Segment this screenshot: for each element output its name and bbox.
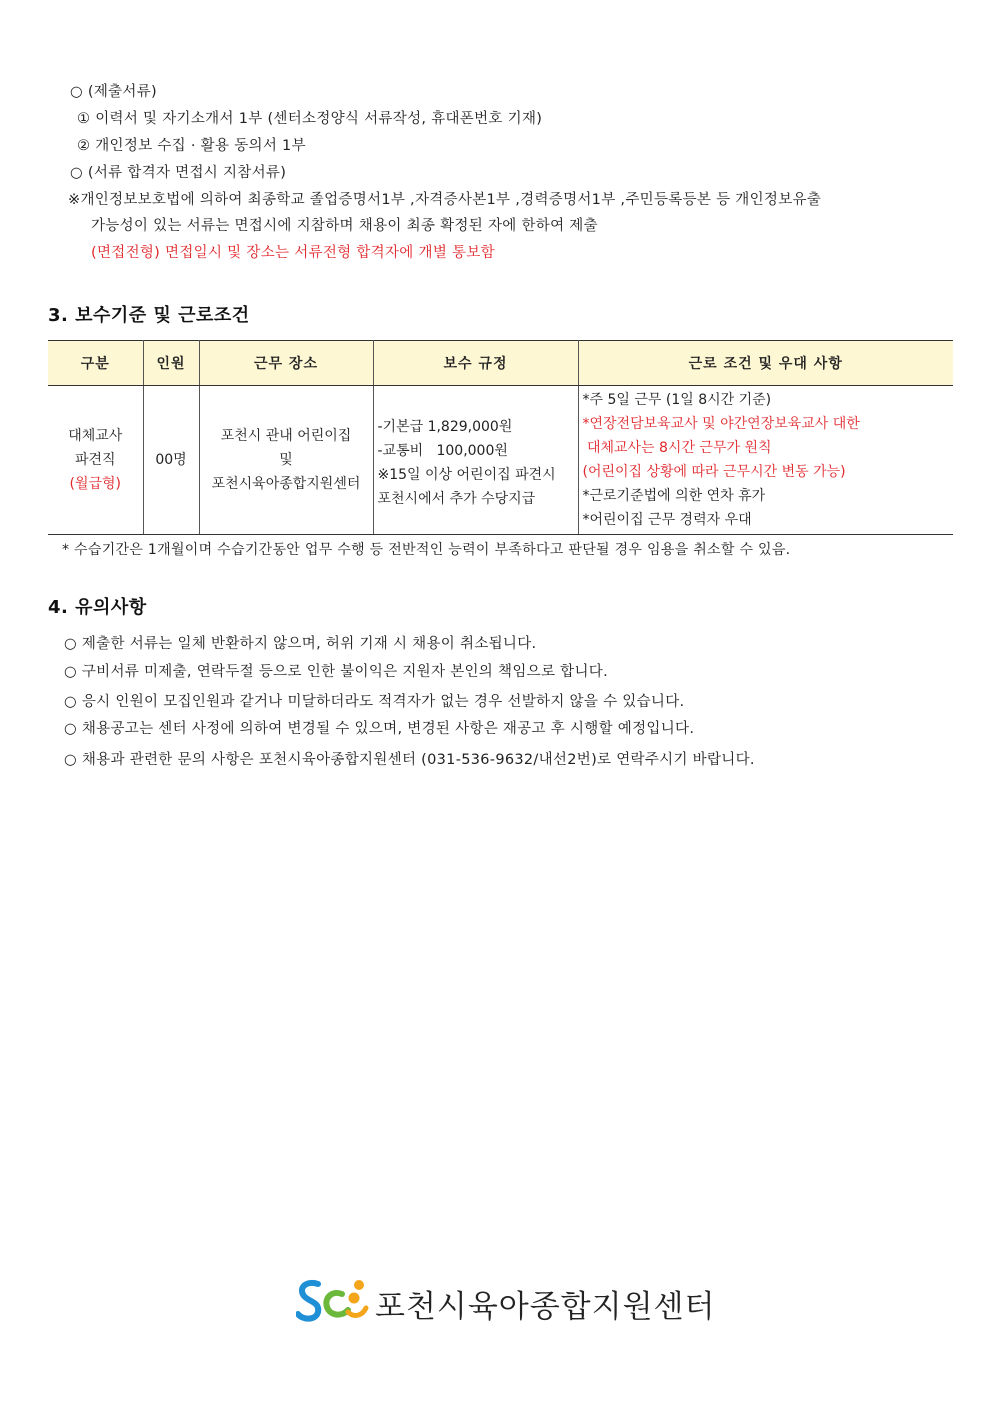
footer-org-name: 포천시육아종합지원센터: [375, 1289, 716, 1325]
table-header-row: [48, 341, 953, 386]
condition-line: *연장전담보육교사 및 야간연장보육교사 대한: [582, 416, 860, 432]
header-location: 근무 장소: [199, 341, 373, 386]
center-logo-icon: [296, 1276, 370, 1324]
section4-heading: 4. 유의사항: [48, 597, 147, 618]
table-row: [48, 386, 953, 535]
notice-item: ○ 채용공고는 센터 사정에 의하여 변경될 수 있으며, 변경된 사항은 재공고 후 시행할 예정입니다.: [64, 721, 695, 737]
interview-documents-title: ○ (서류 합격자 면접시 지참서류): [70, 165, 287, 181]
location-line: 및: [279, 452, 293, 468]
location-line: 포천시 관내 어린이집: [220, 428, 352, 444]
location-line: 포천시육아종합지원센터: [211, 476, 361, 492]
category-line: 대체교사: [68, 428, 123, 444]
condition-line: 대체교사는 8시간 근무가 원칙: [582, 440, 772, 456]
condition-line: *어린이집 근무 경력자 우대: [582, 512, 752, 528]
category-line-monthly: (월급형): [69, 476, 121, 492]
cell-headcount: [143, 386, 199, 535]
notice-item: ○ 제출한 서류는 일체 반환하지 않으며, 허위 기재 시 채용이 취소됩니다.: [64, 636, 537, 652]
cell-category: [48, 386, 143, 535]
notice-item: ○ 채용과 관련한 문의 사항은 포천시육아종합지원센터 (031-536-9632/내선2번)로 연락주시기 바랍니다.: [64, 752, 755, 768]
cell-conditions: [578, 386, 953, 535]
cell-location: [199, 386, 373, 535]
pay-line: -기본급 1,829,000원: [377, 419, 513, 435]
notice-item: ○ 구비서류 미제출, 연락두절 등으로 인한 불이익은 지원자 본인의 책임으로 합니다.: [64, 664, 608, 680]
condition-line: (어린이집 상황에 따라 근무시간 변동 가능): [582, 464, 846, 480]
header-headcount: 인원: [143, 341, 199, 386]
documents-item-consent: ② 개인정보 수집 · 활용 동의서 1부: [77, 138, 306, 154]
header-pay: 보수 규정: [373, 341, 578, 386]
privacy-note-line1: ※개인정보보호법에 의하여 최종학교 졸업증명서1부 ,자격증사본1부 ,경력증명서1부 ,주민등록등본 등 개인정보유출: [68, 192, 822, 208]
pay-line: ※15일 이상 어린이집 파견시: [377, 467, 556, 483]
section3-heading: 3. 보수기준 및 근로조건: [48, 305, 250, 326]
condition-line: *주 5일 근무 (1일 8시간 기준): [582, 392, 772, 408]
header-conditions: 근로 조건 및 우대 사항: [578, 341, 953, 386]
headcount-value: 00명: [155, 452, 187, 468]
condition-line: *근로기준법에 의한 연차 휴가: [582, 488, 766, 504]
interview-notice: (면접전형) 면접일시 및 장소는 서류전형 합격자에 개별 통보함: [91, 245, 495, 261]
privacy-note-line2: 가능성이 있는 서류는 면접시에 지참하며 채용이 최종 확정된 자에 한하여 제출: [91, 218, 598, 234]
header-category: 구분: [48, 341, 143, 386]
documents-title: ○ (제출서류): [70, 84, 158, 100]
category-line: 파견직: [74, 452, 116, 468]
pay-line: 포천시에서 추가 수당지급: [377, 491, 536, 507]
documents-item-resume: ① 이력서 및 자기소개서 1부 (센터소정양식 서류작성, 휴대폰번호 기재): [77, 111, 543, 127]
probation-footnote: * 수습기간은 1개월이며 수습기간동안 업무 수행 등 전반적인 능력이 부족하다고 판단될 경우 임용을 취소할 수 있음.: [62, 542, 791, 558]
notice-item: ○ 응시 인원이 모집인원과 같거나 미달하더라도 적격자가 없는 경우 선발하지 않을 수 있습니다.: [64, 694, 685, 710]
pay-conditions-table: [48, 340, 953, 535]
pay-line: -교통비 100,000원: [377, 443, 508, 459]
cell-pay: [373, 386, 578, 535]
